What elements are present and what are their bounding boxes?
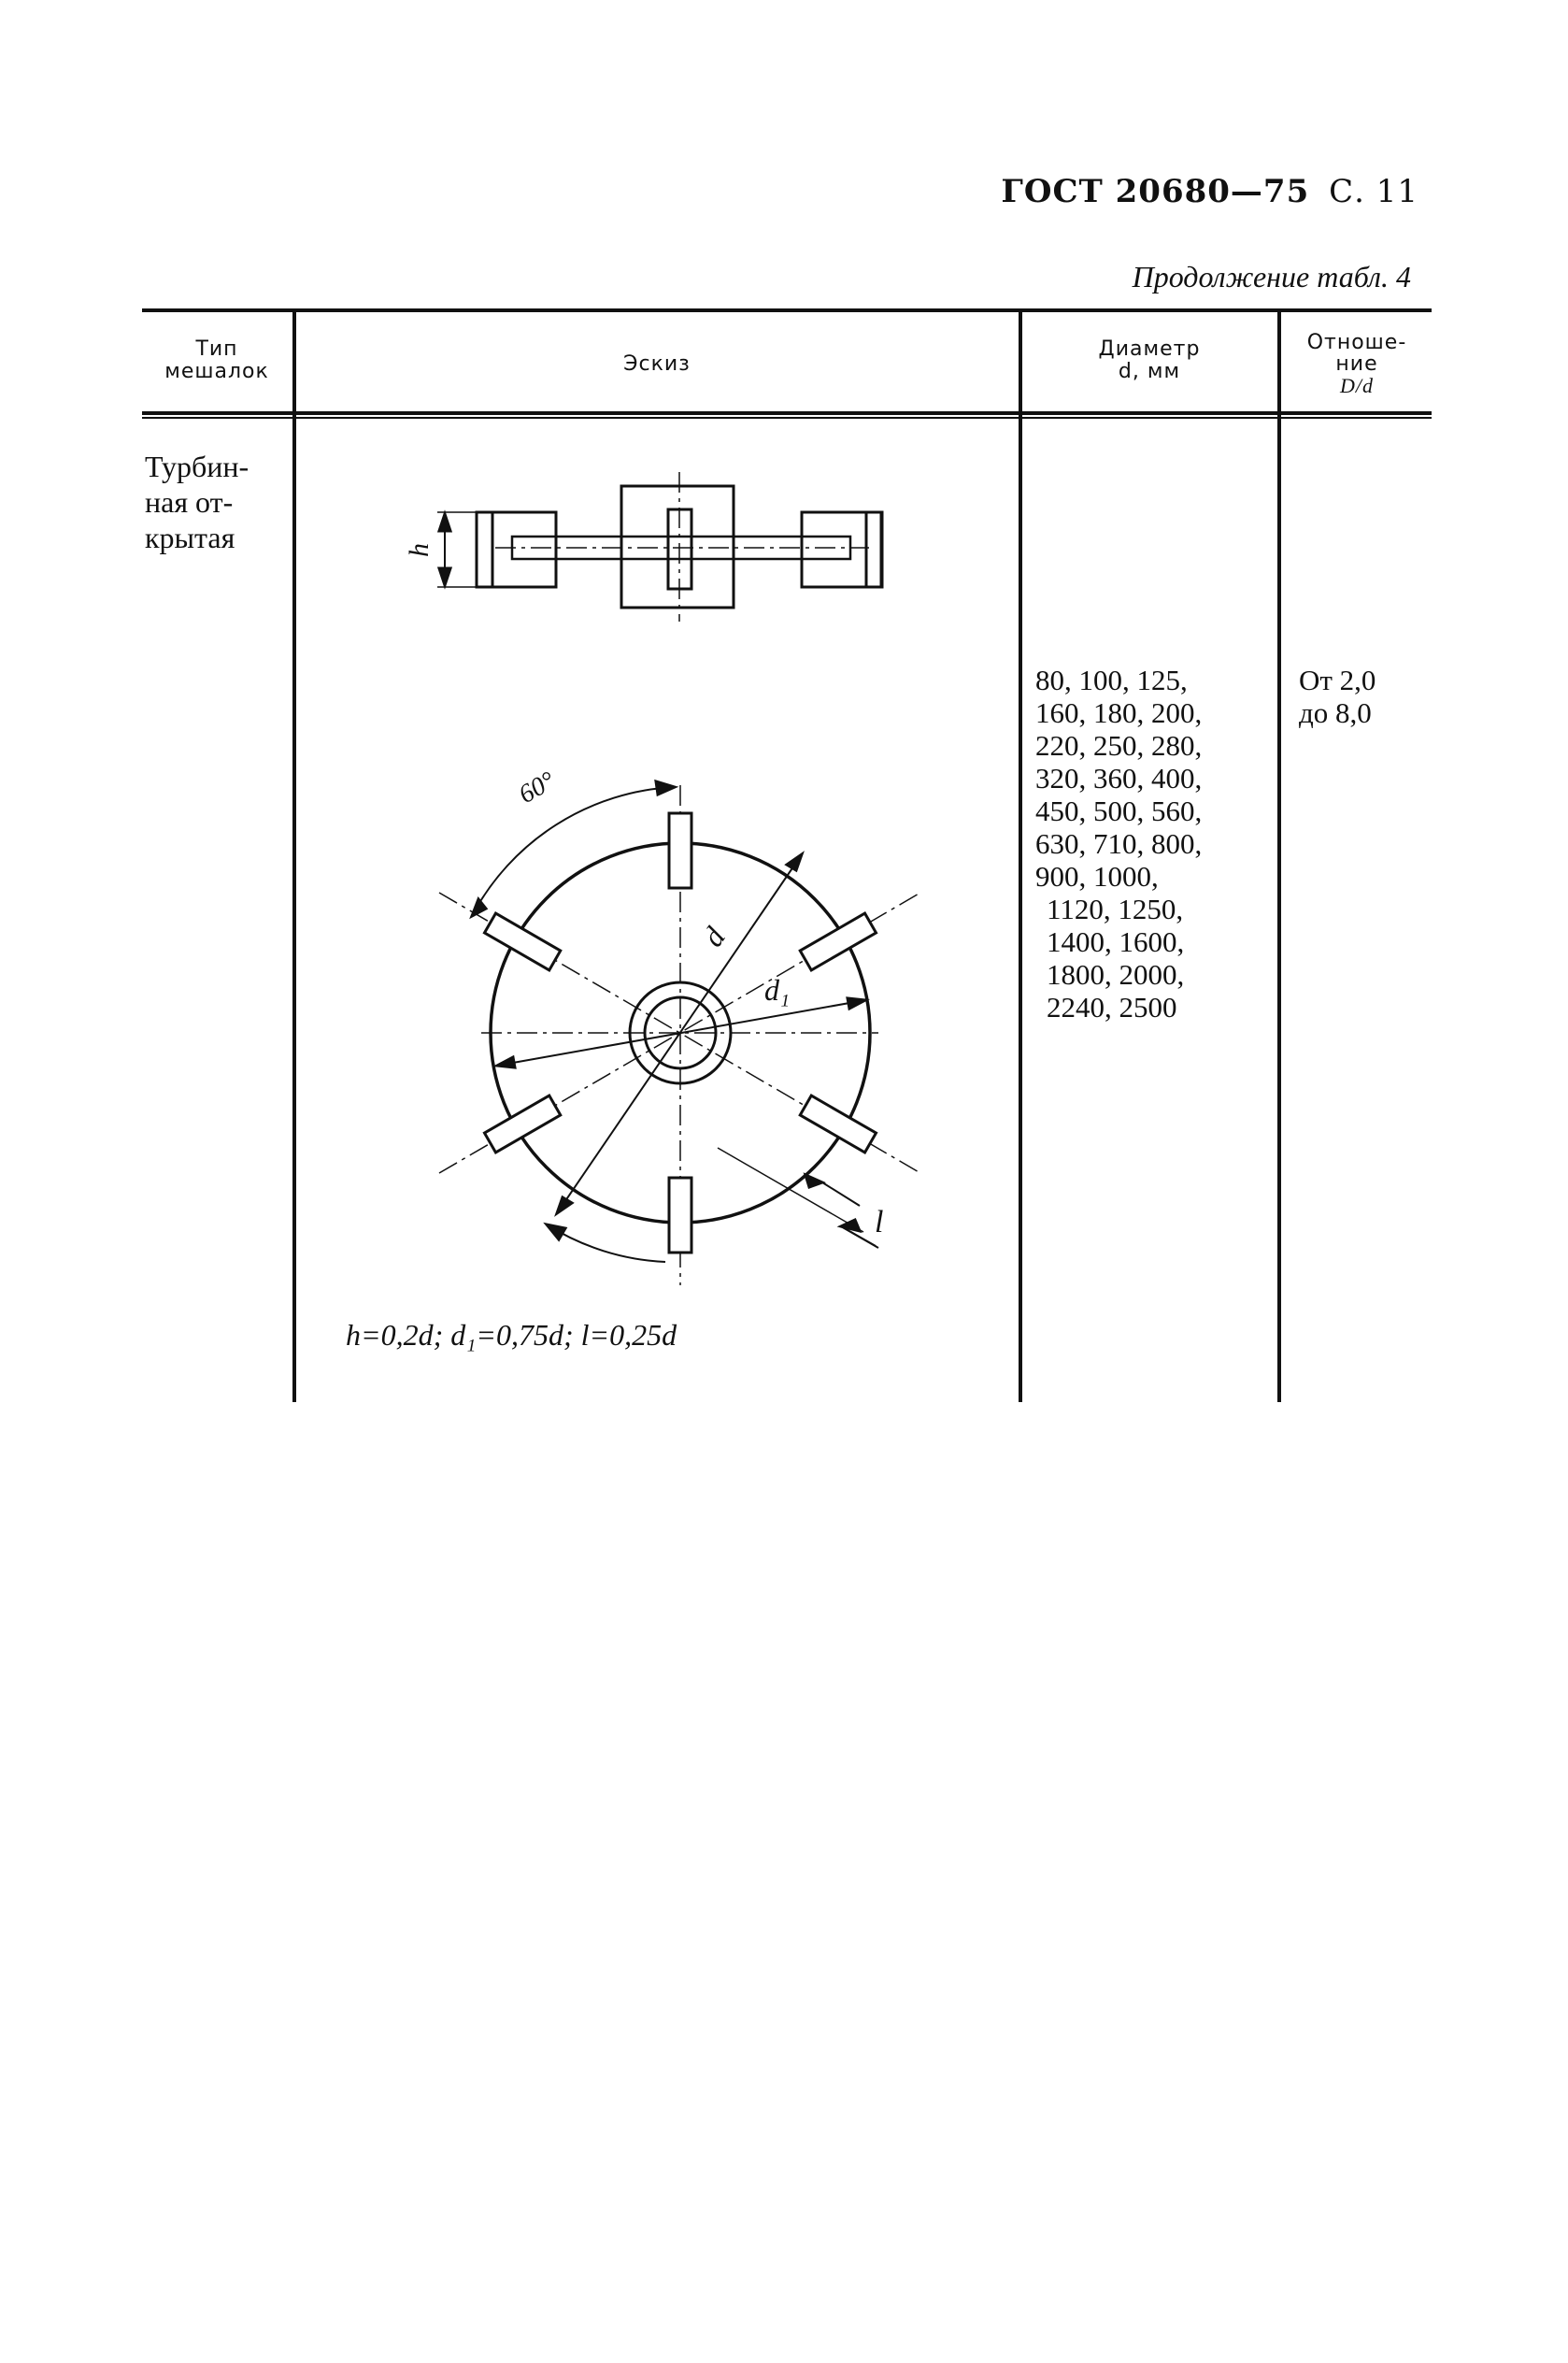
column-header-ratio-line1: Отноше- (1306, 331, 1407, 354)
mixer-type-line: ная от- (145, 485, 234, 519)
label-d: d (695, 921, 732, 953)
blade-upper-right (800, 913, 876, 970)
diameter-values-line: 1400, 1600, (1047, 925, 1185, 958)
table-continuation-label: Продолжение табл. 4 (1132, 260, 1411, 294)
column-header-type-line2: мешалок (164, 360, 269, 383)
ratio-values-line: От 2,0 (1299, 664, 1376, 696)
label-d1: d₁ (764, 973, 791, 1007)
blade-top (669, 813, 691, 888)
diameter-values-line: 2240, 2500 (1047, 991, 1177, 1024)
diameter-values-line: 1120, 1250, (1047, 893, 1184, 925)
mixer-type-line: крытая (145, 521, 235, 554)
top-view-drawing (439, 781, 920, 1285)
diameter-values-line: 900, 1000, (1035, 860, 1159, 893)
blade-lower-left (484, 1096, 560, 1153)
diameter-values-line: 160, 180, 200, (1035, 696, 1203, 729)
mixer-type-line: Турбин- (145, 450, 249, 483)
ratio-symbol: D/d (1340, 374, 1374, 397)
side-view-drawing (437, 472, 882, 622)
diameter-values-line: 450, 500, 560, (1035, 795, 1203, 827)
label-h: h (404, 543, 435, 557)
column-header-sketch-label: Эскиз (623, 352, 691, 376)
label-l: l (875, 1205, 884, 1239)
diameter-values-line: 1800, 2000, (1047, 958, 1185, 991)
column-header-diameter-line1: Диаметр (1098, 337, 1201, 361)
blade-lower-right (800, 1096, 876, 1153)
diameter-values-line: 80, 100, 125, (1035, 664, 1188, 696)
diameter-values-line: 630, 710, 800, (1035, 827, 1203, 860)
column-header-diameter-line2: d, мм (1118, 360, 1181, 383)
label-60-degrees: 60° (514, 766, 561, 810)
diameter-values-line: 320, 360, 400, (1035, 762, 1203, 795)
standard-number: ГОСТ 20680—75 (1001, 173, 1310, 210)
ratio-values-line: до 8,0 (1299, 696, 1372, 729)
column-header-ratio-line2: ние (1335, 352, 1378, 376)
diameter-values-line: 220, 250, 280, (1035, 729, 1203, 762)
blade-upper-left (484, 913, 560, 970)
column-header-type-line1: Тип (195, 337, 238, 361)
page-number: С. 11 (1329, 173, 1418, 210)
dimension-formula: h=0,2d; d₁=0,75d; l=0,25d (346, 1318, 677, 1352)
blade-bottom (669, 1178, 691, 1253)
